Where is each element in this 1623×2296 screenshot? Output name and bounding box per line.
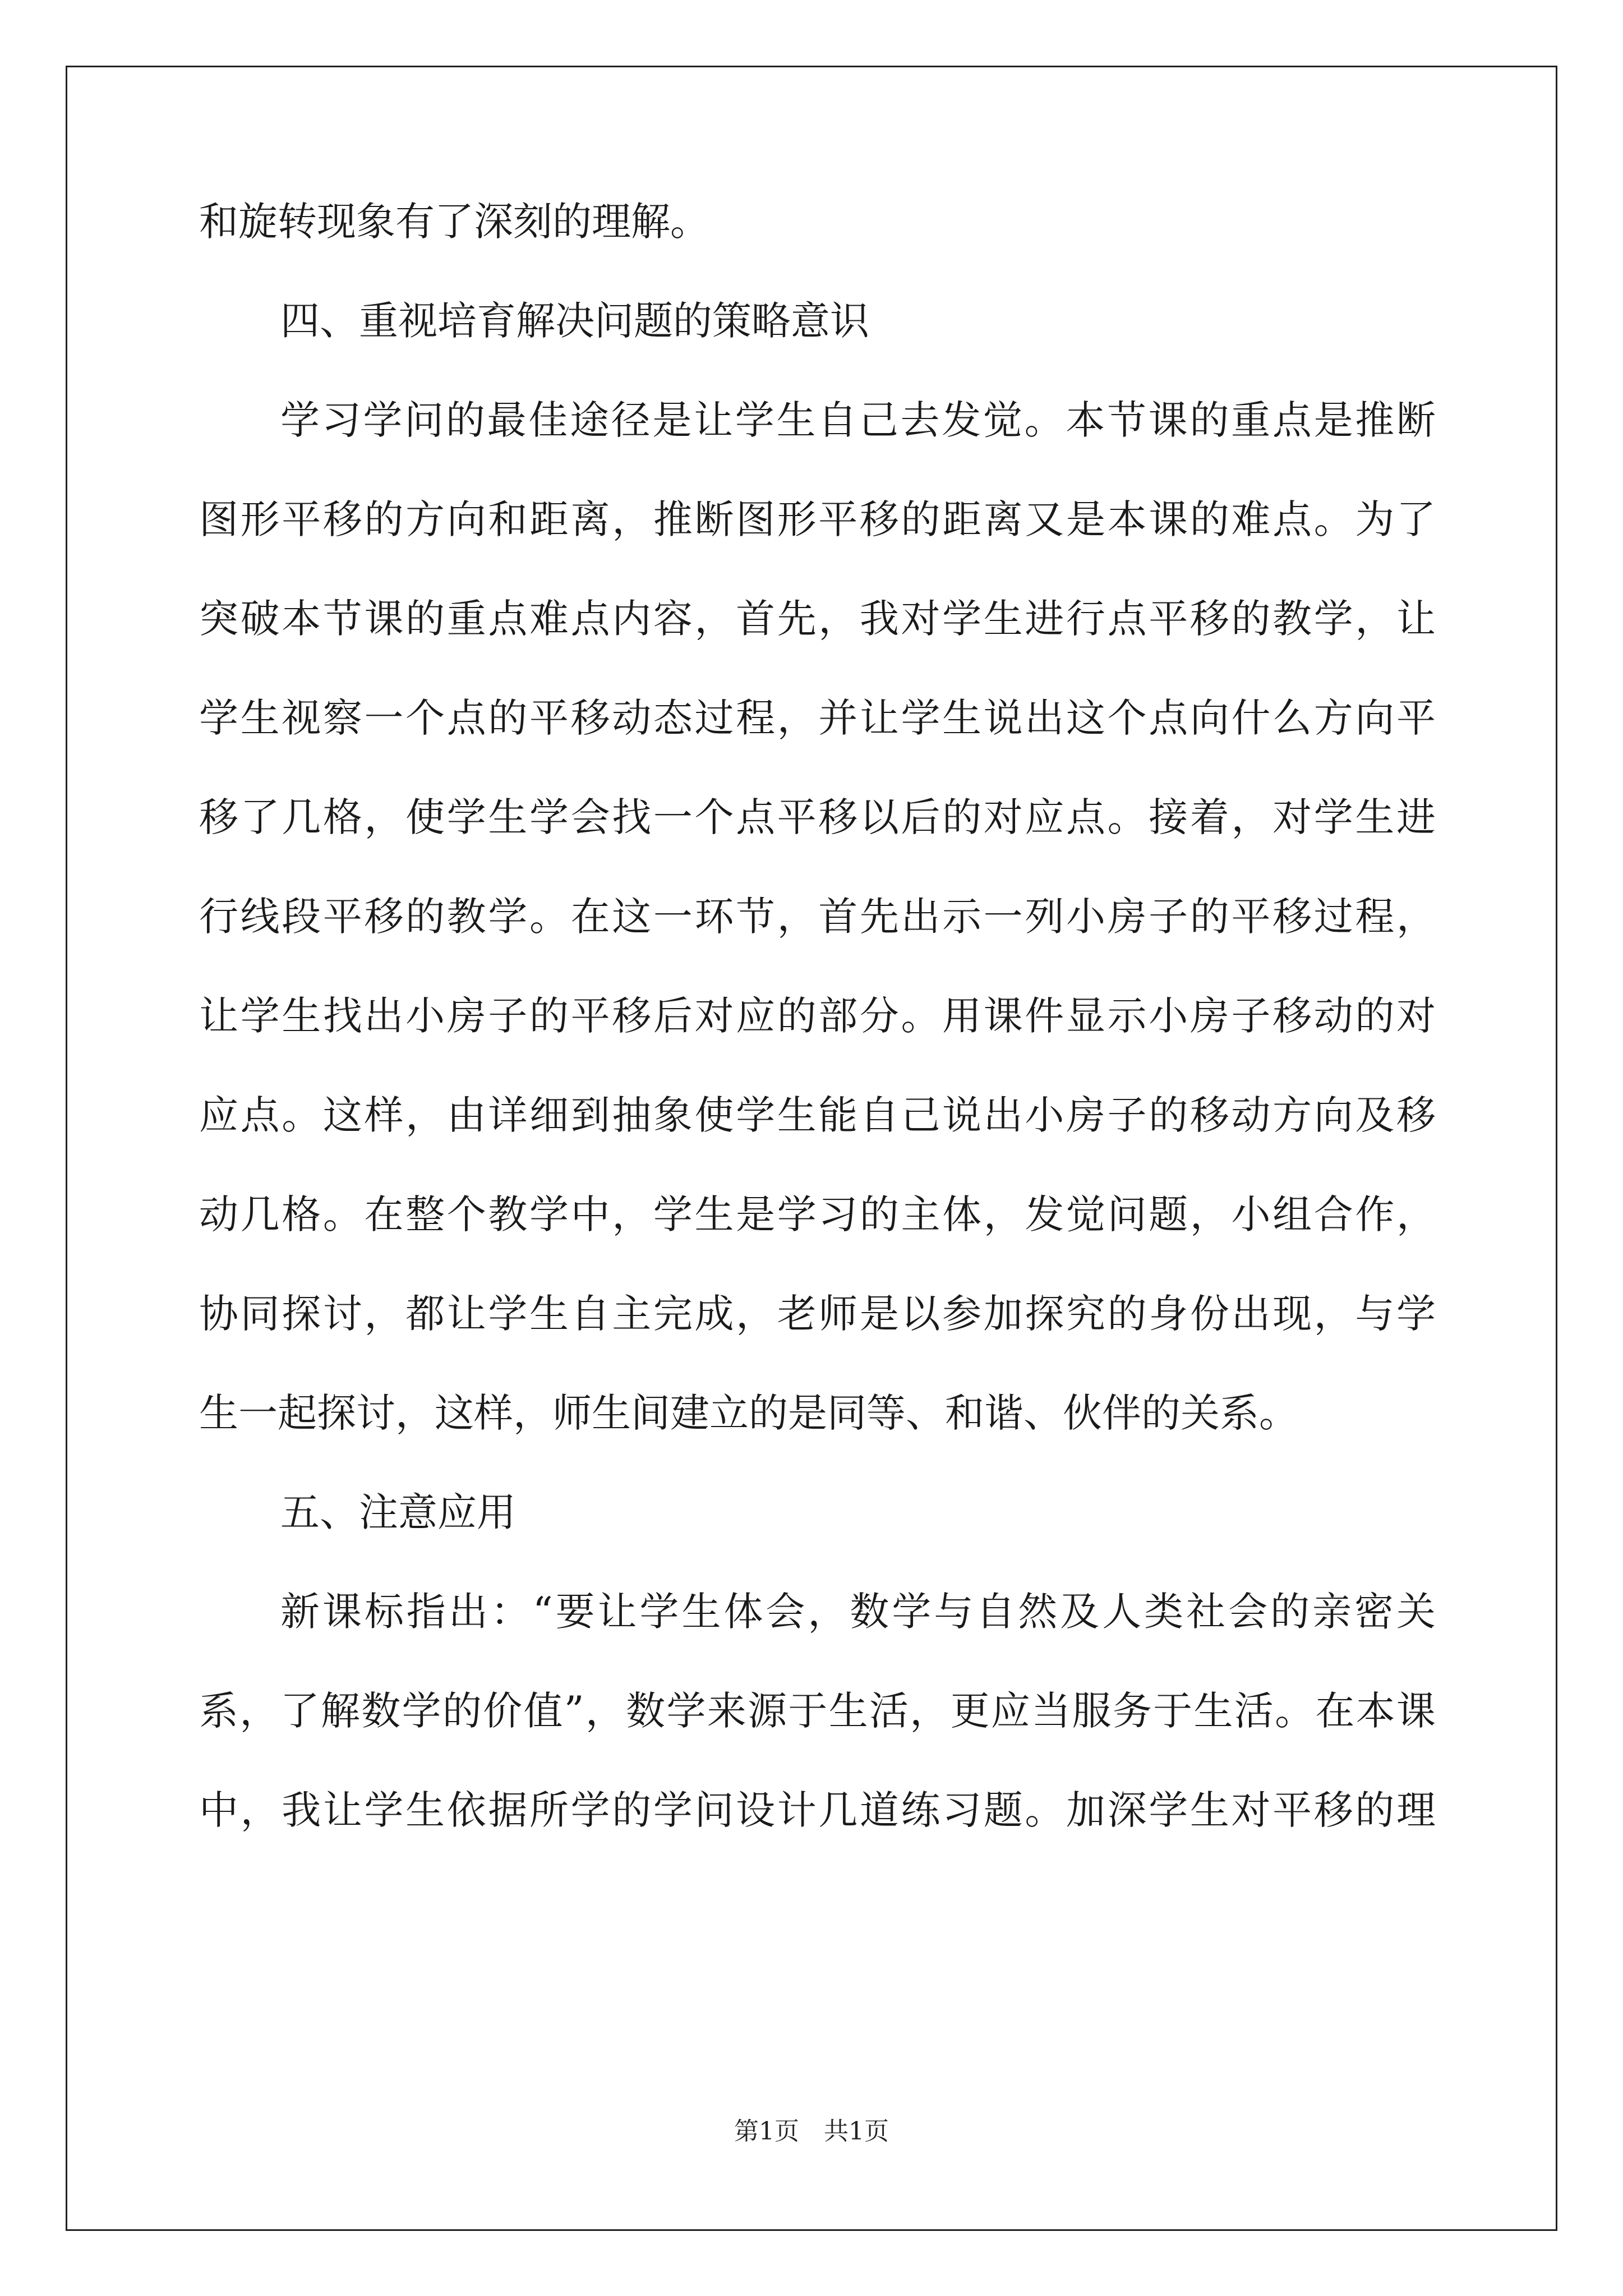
paragraph-line: 学生视察一个点的平移动态过程，并让学生说出这个点向什么方向平 [199, 695, 1436, 741]
paragraph-line: 图形平移的方向和距离，推断图形平移的距离又是本课的难点。为了 [199, 496, 1436, 542]
paragraph-line: 应点。这样，由详细到抽象使学生能自己说出小房子的移动方向及移 [199, 1092, 1436, 1138]
paragraph-line: 行线段平移的教学。在这一环节，首先出示一列小房子的平移过程， [199, 894, 1436, 940]
paragraph-line: 让学生找出小房子的平移后对应的部分。用课件显示小房子移动的对 [199, 993, 1436, 1039]
page-footer: 第1页 共1页 [734, 2117, 889, 2146]
paragraph-line: 学习学问的最佳途径是让学生自己去发觉。本节课的重点是推断 [280, 397, 1436, 443]
paragraph-line: 中，我让学生依据所学的学问设计几道练习题。加深学生对平移的理 [199, 1787, 1436, 1833]
paragraph-line: 和旋转现象有了深刻的理解。 [199, 199, 709, 245]
paragraph-line: 系，了解数学的价值”，数学来源于生活，更应当服务于生活。在本课 [199, 1688, 1436, 1734]
paragraph-line: 突破本节课的重点难点内容，首先，我对学生进行点平移的教学，让 [199, 596, 1436, 642]
section-heading: 四、重视培育解决问题的策略意识 [280, 298, 869, 344]
paragraph-line: 动几格。在整个教学中，学生是学习的主体，发觉问题，小组合作， [199, 1191, 1436, 1237]
section-heading: 五、注意应用 [280, 1489, 516, 1535]
paragraph-line: 协同探讨，都让学生自主完成，老师是以参加探究的身份出现，与学 [199, 1291, 1436, 1337]
paragraph-line: 新课标指出：“要让学生体会，数学与自然及人类社会的亲密关 [280, 1589, 1436, 1635]
paragraph-line: 移了几格，使学生学会找一个点平移以后的对应点。接着，对学生进 [199, 794, 1436, 840]
document-body [199, 199, 1436, 1890]
paragraph-line: 生一起探讨，这样，师生间建立的是同等、和谐、伙伴的关系。 [199, 1390, 1298, 1436]
